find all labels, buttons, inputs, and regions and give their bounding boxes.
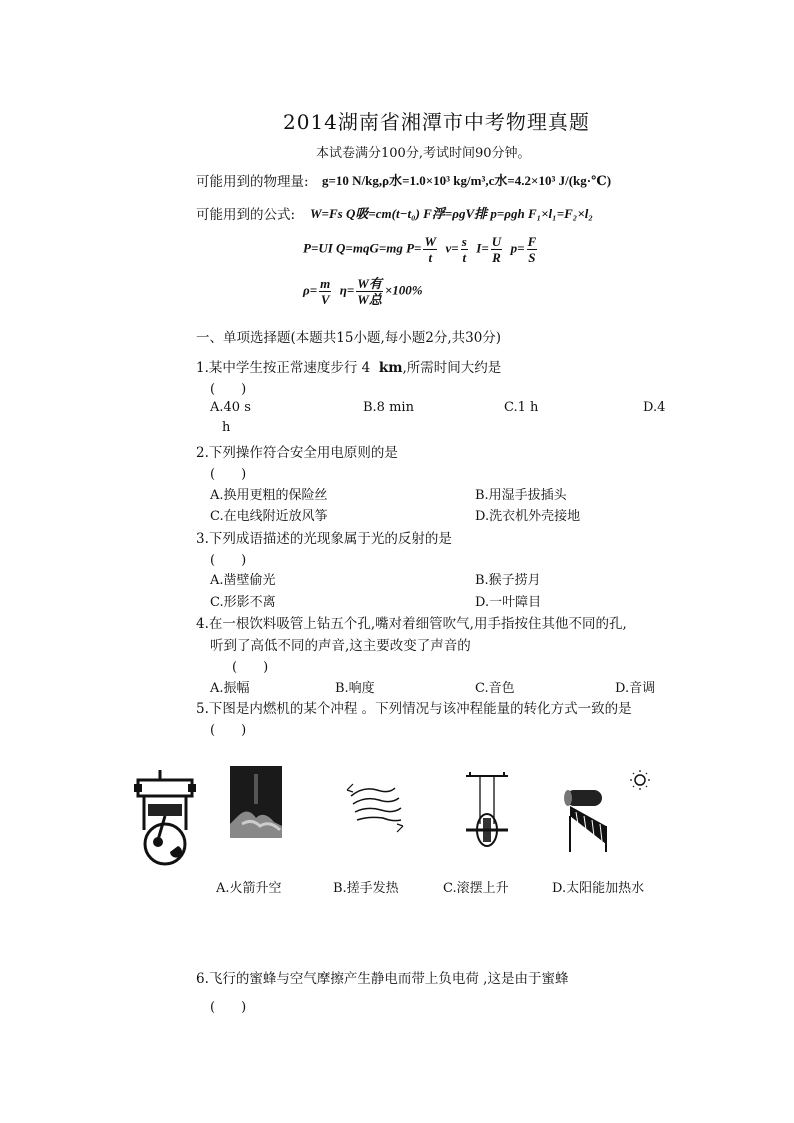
formula-line-3: ρ= $\frac{m}{V}$ η= $\frac{\text{W有}}{\text{W总}}$ ×100% <box>303 276 423 307</box>
question-4-option-d: D.音调 <box>615 681 656 696</box>
question-4-option-a: A.振幅 <box>210 681 250 696</box>
question-3-option-b: B.猴子捞月 <box>475 573 541 588</box>
question-3-stem: 3.下列成语描述的光现象属于光的反射的是 <box>196 531 452 547</box>
question-1-stem: 1.某中学生按正常速度步行 4 km,所需时间大约是 <box>196 360 502 376</box>
figure-caption-d: D.太阳能加热水 <box>552 881 645 896</box>
formulas-label: 可能用到的公式: <box>196 207 296 223</box>
question-3-answer-blank: ( ) <box>210 553 247 568</box>
question-1-answer-blank: ( ) <box>210 382 247 397</box>
fraction-m-v: $\frac{m}{V}$ <box>320 276 331 307</box>
question-4-stem: 4.在一根饮料吸管上钻五个孔,嘴对着细管吹气,用手指按住其他不同的孔, <box>196 616 627 632</box>
question-1-option-b: B.8 min <box>363 400 414 415</box>
question-3-option-a: A.凿壁偷光 <box>210 573 276 588</box>
question-6-stem: 6.飞行的蜜蜂与空气摩擦产生静电而带上负电荷 ,这是由于蜜蜂 <box>196 971 569 987</box>
question-4-answer-blank: ( ) <box>232 660 269 675</box>
solar-water-heater-figure <box>556 768 654 852</box>
fraction-u-r: $\frac{U}{R}$ <box>491 234 502 265</box>
formula-line-1: W=Fs Q吸=cm(t−t₀) F浮=ρgV排 p=ρgh F₁×l₁=F₂×l₂ <box>310 206 593 221</box>
question-4-option-c: C.音色 <box>475 681 515 696</box>
constants-label: 可能用到的物理量: <box>196 174 309 190</box>
constants-formula: g=10 N/kg,ρ水=1.0×10³ kg/m³,c水=4.2×10³ J/(kg·℃) <box>322 173 612 188</box>
question-1-option-a: A.40 s <box>210 400 251 415</box>
question-2-answer-blank: ( ) <box>210 467 247 482</box>
figure-caption-c: C.滚摆上升 <box>443 881 509 896</box>
fraction-f-s: $\frac{F}{S}$ <box>527 234 537 265</box>
question-2-option-c: C.在电线附近放风筝 <box>210 509 328 524</box>
rubbing-hands-figure <box>343 776 407 834</box>
question-4-stem-line-2: 听到了高低不同的声音,这主要改变了声音的 <box>210 638 471 654</box>
rocket-launch-figure <box>230 766 282 838</box>
exam-info: 本试卷满分100分,考试时间90分钟。 <box>316 146 531 161</box>
question-1-option-d: D.4 <box>643 400 666 415</box>
figure-caption-a: A.火箭升空 <box>216 881 282 896</box>
question-2-option-a: A.换用更粗的保险丝 <box>210 488 328 503</box>
question-2-option-d: D.洗衣机外壳接地 <box>475 509 581 524</box>
engine-cylinder-figure <box>130 770 200 866</box>
question-1-option-d-wrap: h <box>222 420 231 435</box>
question-3-option-c: C.形影不离 <box>210 595 276 610</box>
figure-caption-b: B.搓手发热 <box>333 881 399 896</box>
question-4-option-b: B.响度 <box>335 681 375 696</box>
question-3-option-d: D.一叶障目 <box>475 595 542 610</box>
fraction-efficiency: $\frac{\text{W有}}{\text{W总}}$ <box>357 276 382 307</box>
formula-line-2: P=UI Q=mqG=mg P= $\frac{W}{t}$ v= $\frac{s}{t}$ I= $\frac{U}{R}$ p= $\frac{F}{S}$ <box>303 234 537 265</box>
page-title: 2014湖南省湘潭市中考物理真题 <box>283 110 590 134</box>
fraction-s-t: $\frac{s}{t}$ <box>461 234 467 265</box>
maxwell-pendulum-figure <box>462 772 512 848</box>
fraction-w-t: $\frac{W}{t}$ <box>424 234 437 265</box>
question-5-answer-blank: ( ) <box>210 723 247 738</box>
question-6-answer-blank: ( ) <box>210 1000 247 1015</box>
section-heading: 一、单项选择题(本题共15小题,每小题2分,共30分) <box>196 330 502 346</box>
question-2-option-b: B.用湿手拔插头 <box>475 488 567 503</box>
question-5-stem: 5.下图是内燃机的某个冲程 。下列情况与该冲程能量的转化方式一致的是 <box>196 701 632 717</box>
question-2-stem: 2.下列操作符合安全用电原则的是 <box>196 445 398 461</box>
question-1-option-c: C.1 h <box>504 400 539 415</box>
